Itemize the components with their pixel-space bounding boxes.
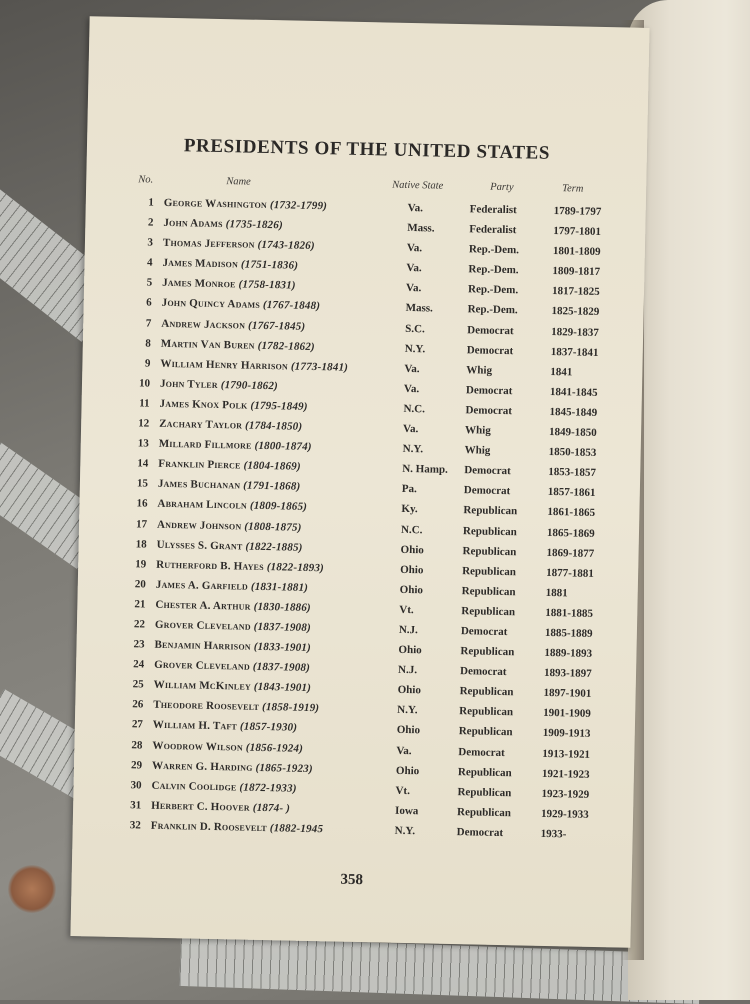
president-name-text: Theodore Roosevelt: [153, 699, 260, 714]
native-state: Va.: [402, 422, 419, 436]
president-name: [151, 820, 324, 836]
party: Democrat: [460, 625, 508, 639]
term: 1829-1837: [551, 325, 599, 339]
president-name: [154, 679, 312, 694]
row-number: 12: [138, 417, 150, 430]
life-years: (1790-1862): [220, 378, 279, 393]
president-name: [156, 558, 324, 574]
president-name: [151, 779, 296, 794]
life-years: (1735-1826): [225, 218, 284, 232]
header-term: Term: [562, 183, 584, 195]
president-name: [164, 197, 328, 212]
president-name-text: James Monroe: [161, 277, 236, 291]
president-name-text: James Buchanan: [157, 478, 241, 492]
president-name: [160, 378, 278, 392]
life-years: (1837-1908): [253, 620, 312, 634]
president-name-text: Calvin Coolidge: [151, 779, 237, 794]
native-state: N.Y.: [397, 704, 418, 717]
president-name-text: Herbert C. Hoover: [151, 799, 250, 814]
life-years: (1804-1869): [243, 459, 301, 473]
term: 1849-1850: [548, 425, 597, 439]
party: Democrat: [456, 826, 504, 839]
row-number: 23: [133, 638, 145, 651]
term: 1913-1921: [542, 747, 591, 761]
native-state: Iowa: [394, 804, 419, 818]
row-number: 15: [136, 477, 149, 490]
president-name: [152, 759, 313, 774]
native-state: Ohio: [399, 583, 424, 597]
party: Republican: [459, 685, 514, 699]
term: 1901-1909: [543, 707, 591, 721]
term: 1837-1841: [550, 345, 599, 359]
president-name-text: John Tyler: [159, 377, 218, 391]
president-name-text: Martin Van Buren: [160, 337, 255, 352]
president-name-text: Franklin Pierce: [158, 457, 241, 472]
row-number: 16: [136, 497, 148, 510]
row-number: 3: [147, 236, 154, 249]
president-name: [156, 579, 309, 594]
life-years: (1856-1924): [245, 741, 304, 755]
president-name: [160, 358, 348, 374]
party: Republican: [456, 805, 512, 820]
native-state: N.Y.: [404, 342, 426, 355]
president-name-text: John Adams: [163, 216, 223, 231]
life-years: (1773-1841): [290, 360, 349, 374]
row-number: 22: [133, 618, 146, 631]
life-years: (1872-1933): [239, 781, 297, 795]
life-years: (1831-1881): [250, 580, 309, 594]
row-number: 29: [130, 758, 143, 772]
party: Republican: [459, 705, 514, 719]
native-state: Ohio: [398, 643, 422, 657]
president-name: [163, 237, 315, 252]
president-name-text: Millard Fillmore: [158, 437, 252, 452]
native-state: Va.: [407, 201, 424, 215]
life-years: (1858-1919): [261, 701, 320, 715]
life-years: (1830-1886): [253, 600, 311, 614]
party: Rep.-Dem.: [468, 243, 520, 257]
party: Whig: [466, 363, 493, 377]
term: 1841-1845: [549, 385, 598, 399]
row-number: 7: [145, 317, 152, 330]
term: 1825-1829: [551, 305, 600, 319]
party: Republican: [462, 544, 517, 558]
term: 1921-1923: [541, 767, 590, 781]
native-state: Ohio: [400, 563, 424, 577]
party: Republican: [462, 524, 517, 538]
native-state: N.C.: [403, 402, 426, 416]
life-years: (1808-1875): [244, 520, 302, 534]
president-name: [157, 538, 303, 553]
president-name: [162, 257, 298, 272]
life-years: (1767-1848): [262, 299, 321, 313]
row-number: 24: [133, 658, 145, 671]
president-name: [162, 277, 296, 292]
president-name-text: John Quincy Adams: [161, 297, 261, 312]
life-years: (1800-1874): [254, 439, 312, 454]
term: 1923-1929: [541, 787, 590, 801]
life-years: (1743-1826): [257, 238, 315, 253]
native-state: Ohio: [395, 764, 420, 777]
party: Democrat: [467, 323, 514, 337]
party: Republican: [463, 504, 518, 518]
life-years: (1784-1850): [244, 419, 303, 433]
header-party: Party: [490, 181, 514, 194]
president-name-text: Thomas Jefferson: [162, 237, 255, 251]
life-years: (1732-1799): [269, 199, 328, 213]
party: Whig: [464, 424, 491, 437]
term: 1877-1881: [546, 566, 594, 580]
president-name: [161, 317, 305, 332]
term: 1797-1801: [553, 225, 602, 239]
row-number: 6: [146, 296, 152, 310]
term: 1929-1933: [540, 807, 589, 821]
president-name: [155, 619, 311, 634]
president-name: [161, 337, 315, 352]
row-number: 8: [145, 337, 151, 350]
term: 1789-1797: [553, 204, 602, 218]
row-number: 10: [138, 377, 151, 390]
life-years: (1843-1901): [253, 681, 312, 695]
row-number: 18: [135, 537, 147, 551]
row-number: 5: [146, 276, 153, 289]
native-state: Va.: [405, 282, 422, 295]
life-years: (1833-1901): [253, 640, 312, 655]
life-years: (1874- ): [252, 801, 291, 815]
native-state: Vt.: [395, 784, 411, 797]
president-name-text: Benjamin Harrison: [154, 638, 251, 653]
president-name: [159, 398, 307, 413]
party: Democrat: [466, 343, 514, 357]
term: 1857-1861: [547, 486, 596, 500]
row-number: 21: [134, 598, 146, 611]
president-name: [153, 699, 319, 714]
party: Rep.-Dem.: [468, 263, 519, 277]
native-state: Va.: [403, 382, 420, 396]
term: 1881: [545, 586, 568, 600]
life-years: (1857-1930): [239, 720, 298, 735]
party: Democrat: [463, 484, 511, 498]
life-years: (1782-1862): [257, 339, 315, 353]
president-name: [151, 800, 290, 815]
party: Rep.-Dem.: [467, 303, 518, 317]
president-name-text: Warren G. Harding: [151, 759, 253, 774]
term: 1809-1817: [552, 265, 601, 279]
party: Democrat: [458, 745, 505, 759]
native-state: Pa.: [401, 483, 417, 496]
term: 1845-1849: [549, 405, 598, 419]
rust-stain: [8, 865, 56, 913]
life-years: (1809-1865): [249, 500, 308, 514]
term: 1817-1825: [551, 285, 600, 299]
term: 1889-1893: [544, 646, 593, 660]
life-years: (1822-1893): [266, 560, 325, 574]
president-name: [159, 438, 312, 453]
president-name: [152, 739, 303, 754]
president-name-text: Ulysses S. Grant: [156, 538, 243, 553]
native-state: N.J.: [397, 663, 418, 677]
president-name-text: James A. Garfield: [155, 578, 249, 593]
term: 1865-1869: [546, 526, 595, 540]
term: 1893-1897: [543, 667, 592, 681]
term: 1933-: [540, 827, 567, 841]
row-number: 9: [144, 357, 151, 370]
party: Republican: [461, 584, 516, 599]
life-years: (1822-1885): [245, 540, 303, 554]
party: Republican: [461, 605, 516, 619]
native-state: Va.: [406, 242, 423, 255]
president-name-text: Zachary Taylor: [159, 417, 243, 432]
row-number: 30: [130, 778, 142, 792]
term: 1909-1913: [542, 727, 591, 741]
party: Republican: [460, 645, 515, 659]
president-name: [162, 297, 321, 312]
term: 1841: [550, 365, 573, 379]
native-state: Ohio: [396, 724, 421, 737]
party: Democrat: [465, 404, 513, 418]
president-name: [163, 217, 283, 232]
party: Republican: [458, 725, 513, 739]
party: Democrat: [465, 384, 513, 398]
president-name-text: William H. Taft: [152, 719, 238, 733]
native-state: Mass.: [407, 222, 435, 235]
term: 1801-1809: [552, 245, 601, 259]
row-number: 32: [129, 819, 141, 832]
native-state: Ohio: [400, 543, 424, 556]
native-state: Ohio: [397, 684, 422, 697]
term: 1861-1865: [547, 506, 596, 520]
president-name-text: Abraham Lincoln: [157, 498, 248, 513]
party: Republican: [457, 765, 512, 779]
term: 1869-1877: [546, 546, 595, 560]
native-state: S.C.: [405, 322, 425, 335]
row-number: 31: [130, 799, 142, 812]
president-name-text: William Henry Harrison: [160, 357, 289, 373]
president-name: [157, 498, 307, 513]
president-name-text: Grover Cleveland: [153, 658, 251, 673]
life-years: (1758-1831): [238, 278, 296, 292]
life-years: (1837-1908): [252, 660, 311, 675]
president-name-text: Andrew Jackson: [161, 317, 246, 332]
president-name-text: Chester A. Arthur: [155, 598, 251, 613]
party: Rep.-Dem.: [467, 283, 519, 297]
row-number: 13: [137, 437, 149, 450]
row-number: 2: [147, 216, 154, 229]
page-number: 358: [340, 871, 364, 889]
row-number: 20: [134, 578, 146, 591]
native-state: N. Hamp.: [402, 463, 448, 477]
president-name: [153, 719, 298, 734]
president-name-text: Rutherford B. Hayes: [156, 558, 264, 573]
row-number: 11: [139, 397, 150, 410]
native-state: Va.: [396, 744, 412, 757]
party: Federalist: [469, 203, 517, 217]
row-number: 26: [132, 698, 144, 711]
header-native-state: Native State: [392, 179, 444, 192]
native-state: N.Y.: [394, 824, 416, 838]
party: Federalist: [469, 223, 517, 237]
president-name: [155, 599, 311, 614]
native-state: Va.: [406, 262, 422, 275]
life-years: (1767-1845): [247, 319, 306, 333]
president-name: [154, 639, 311, 654]
book-page: [70, 16, 649, 948]
row-number: 4: [146, 256, 153, 269]
life-years: (1882-1945: [269, 822, 324, 836]
row-number: 17: [135, 517, 148, 531]
row-number: 14: [137, 457, 149, 470]
president-name-text: George Washington: [163, 196, 268, 211]
president-name-text: William McKinley: [153, 678, 252, 694]
native-state: Va.: [404, 362, 420, 375]
life-years: (1865-1923): [255, 761, 313, 775]
life-years: (1795-1849): [250, 399, 308, 413]
life-years: (1751-1836): [240, 258, 299, 272]
president-name-text: Andrew Johnson: [156, 518, 242, 533]
president-name: [158, 458, 301, 473]
term: 1853-1857: [548, 466, 597, 480]
party: Democrat: [459, 665, 507, 679]
term: 1850-1853: [548, 446, 597, 460]
page-title: PRESIDENTS OF THE UNITED STATES: [183, 135, 551, 164]
native-state: N.J.: [398, 623, 418, 637]
president-name: [154, 659, 310, 674]
president-name-text: James Knox Polk: [159, 397, 248, 412]
party: Republican: [457, 785, 512, 799]
president-name: [158, 478, 301, 493]
native-state: Vt.: [399, 603, 414, 617]
president-name-text: Franklin D. Roosevelt: [150, 819, 267, 835]
term: 1897-1901: [543, 687, 592, 701]
header-name: Name: [226, 176, 251, 188]
life-years: (1791-1868): [243, 479, 301, 494]
president-name-text: James Madison: [162, 257, 239, 271]
row-number: 25: [132, 678, 144, 691]
row-number: 19: [135, 557, 147, 571]
party: Republican: [462, 564, 517, 578]
party: Whig: [464, 444, 491, 457]
row-number: 1: [148, 196, 154, 209]
row-number: 27: [131, 718, 143, 731]
native-state: N.Y.: [402, 443, 424, 456]
row-number: 28: [131, 738, 143, 752]
party: Democrat: [464, 464, 511, 478]
president-name: [159, 418, 302, 433]
president-name-text: Grover Cleveland: [154, 618, 251, 633]
native-state: Mass.: [405, 302, 433, 315]
term: 1881-1885: [545, 606, 594, 620]
term: 1885-1889: [544, 626, 593, 640]
presidents-table: [73, 192, 646, 847]
header-no: No.: [138, 174, 154, 186]
native-state: Ky.: [401, 503, 418, 516]
president-name: [157, 518, 302, 533]
president-name-text: Woodrow Wilson: [152, 739, 244, 754]
native-state: N.C.: [400, 523, 423, 536]
